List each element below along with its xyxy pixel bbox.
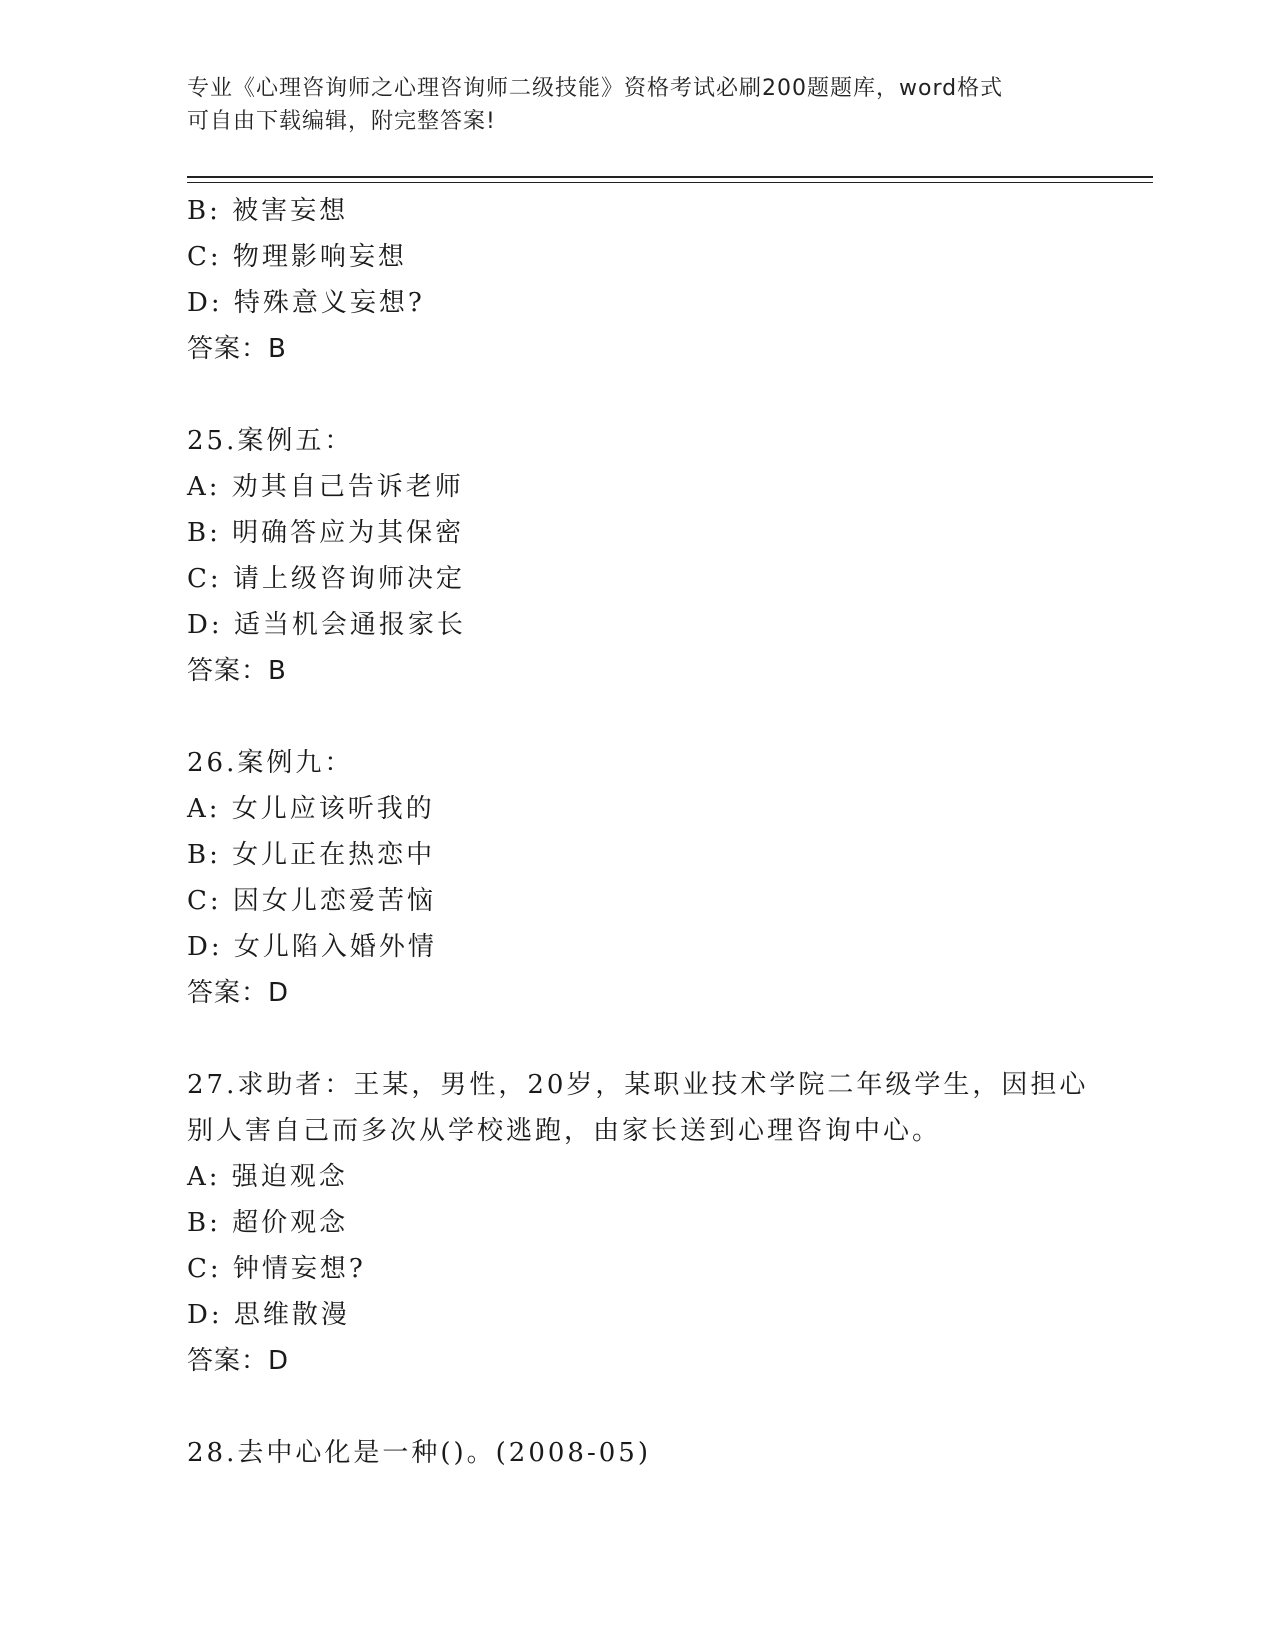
option-text: A: 强迫观念 bbox=[187, 1162, 348, 1192]
option-text: B: 超价观念 bbox=[187, 1208, 349, 1238]
header-line-1: 专业《心理咨询师之心理咨询师二级技能》资格考试必刷200题题库，word格式 bbox=[187, 76, 1004, 101]
option-text: B: 女儿正在热恋中 bbox=[187, 840, 436, 870]
question-text: 27.求助者：王某，男性，20岁，某职业技术学院二年级学生，因担心 bbox=[187, 1070, 1089, 1100]
question-text: 25.案例五： bbox=[187, 426, 354, 456]
answer-text: 答案：B bbox=[187, 656, 287, 686]
option-text: A: 劝其自己告诉老师 bbox=[187, 472, 464, 502]
header-divider-thin bbox=[187, 182, 1153, 183]
header-line-2: 可自由下载编辑，附完整答案! bbox=[187, 109, 496, 134]
document-header bbox=[187, 72, 1087, 138]
header-divider-thick bbox=[187, 176, 1153, 178]
option-text: C: 因女儿恋爱苦恼 bbox=[187, 886, 436, 916]
question-text: 26.案例九： bbox=[187, 748, 354, 778]
option-text: D: 适当机会通报家长 bbox=[187, 610, 466, 640]
question-text: 28.去中心化是一种()。(2008-05) bbox=[187, 1438, 651, 1468]
option-text: B: 明确答应为其保密 bbox=[187, 518, 465, 548]
option-text: A: 女儿应该听我的 bbox=[187, 794, 435, 824]
answer-text: 答案：D bbox=[187, 978, 290, 1008]
option-text: C: 物理影响妄想 bbox=[187, 242, 407, 272]
question-list bbox=[187, 188, 1147, 1476]
option-text: D: 特殊意义妄想? bbox=[187, 288, 425, 318]
option-text: C: 请上级咨询师决定 bbox=[187, 564, 465, 594]
option-text: C: 钟情妄想? bbox=[187, 1254, 366, 1284]
option-text: D: 思维散漫 bbox=[187, 1300, 350, 1330]
answer-text: 答案：B bbox=[187, 334, 287, 364]
answer-text: 答案：D bbox=[187, 1346, 290, 1376]
option-text: B: 被害妄想 bbox=[187, 196, 349, 226]
question-text-continued: 别人害自己而多次从学校逃跑，由家长送到心理咨询中心。 bbox=[187, 1116, 942, 1146]
option-text: D: 女儿陷入婚外情 bbox=[187, 932, 437, 962]
